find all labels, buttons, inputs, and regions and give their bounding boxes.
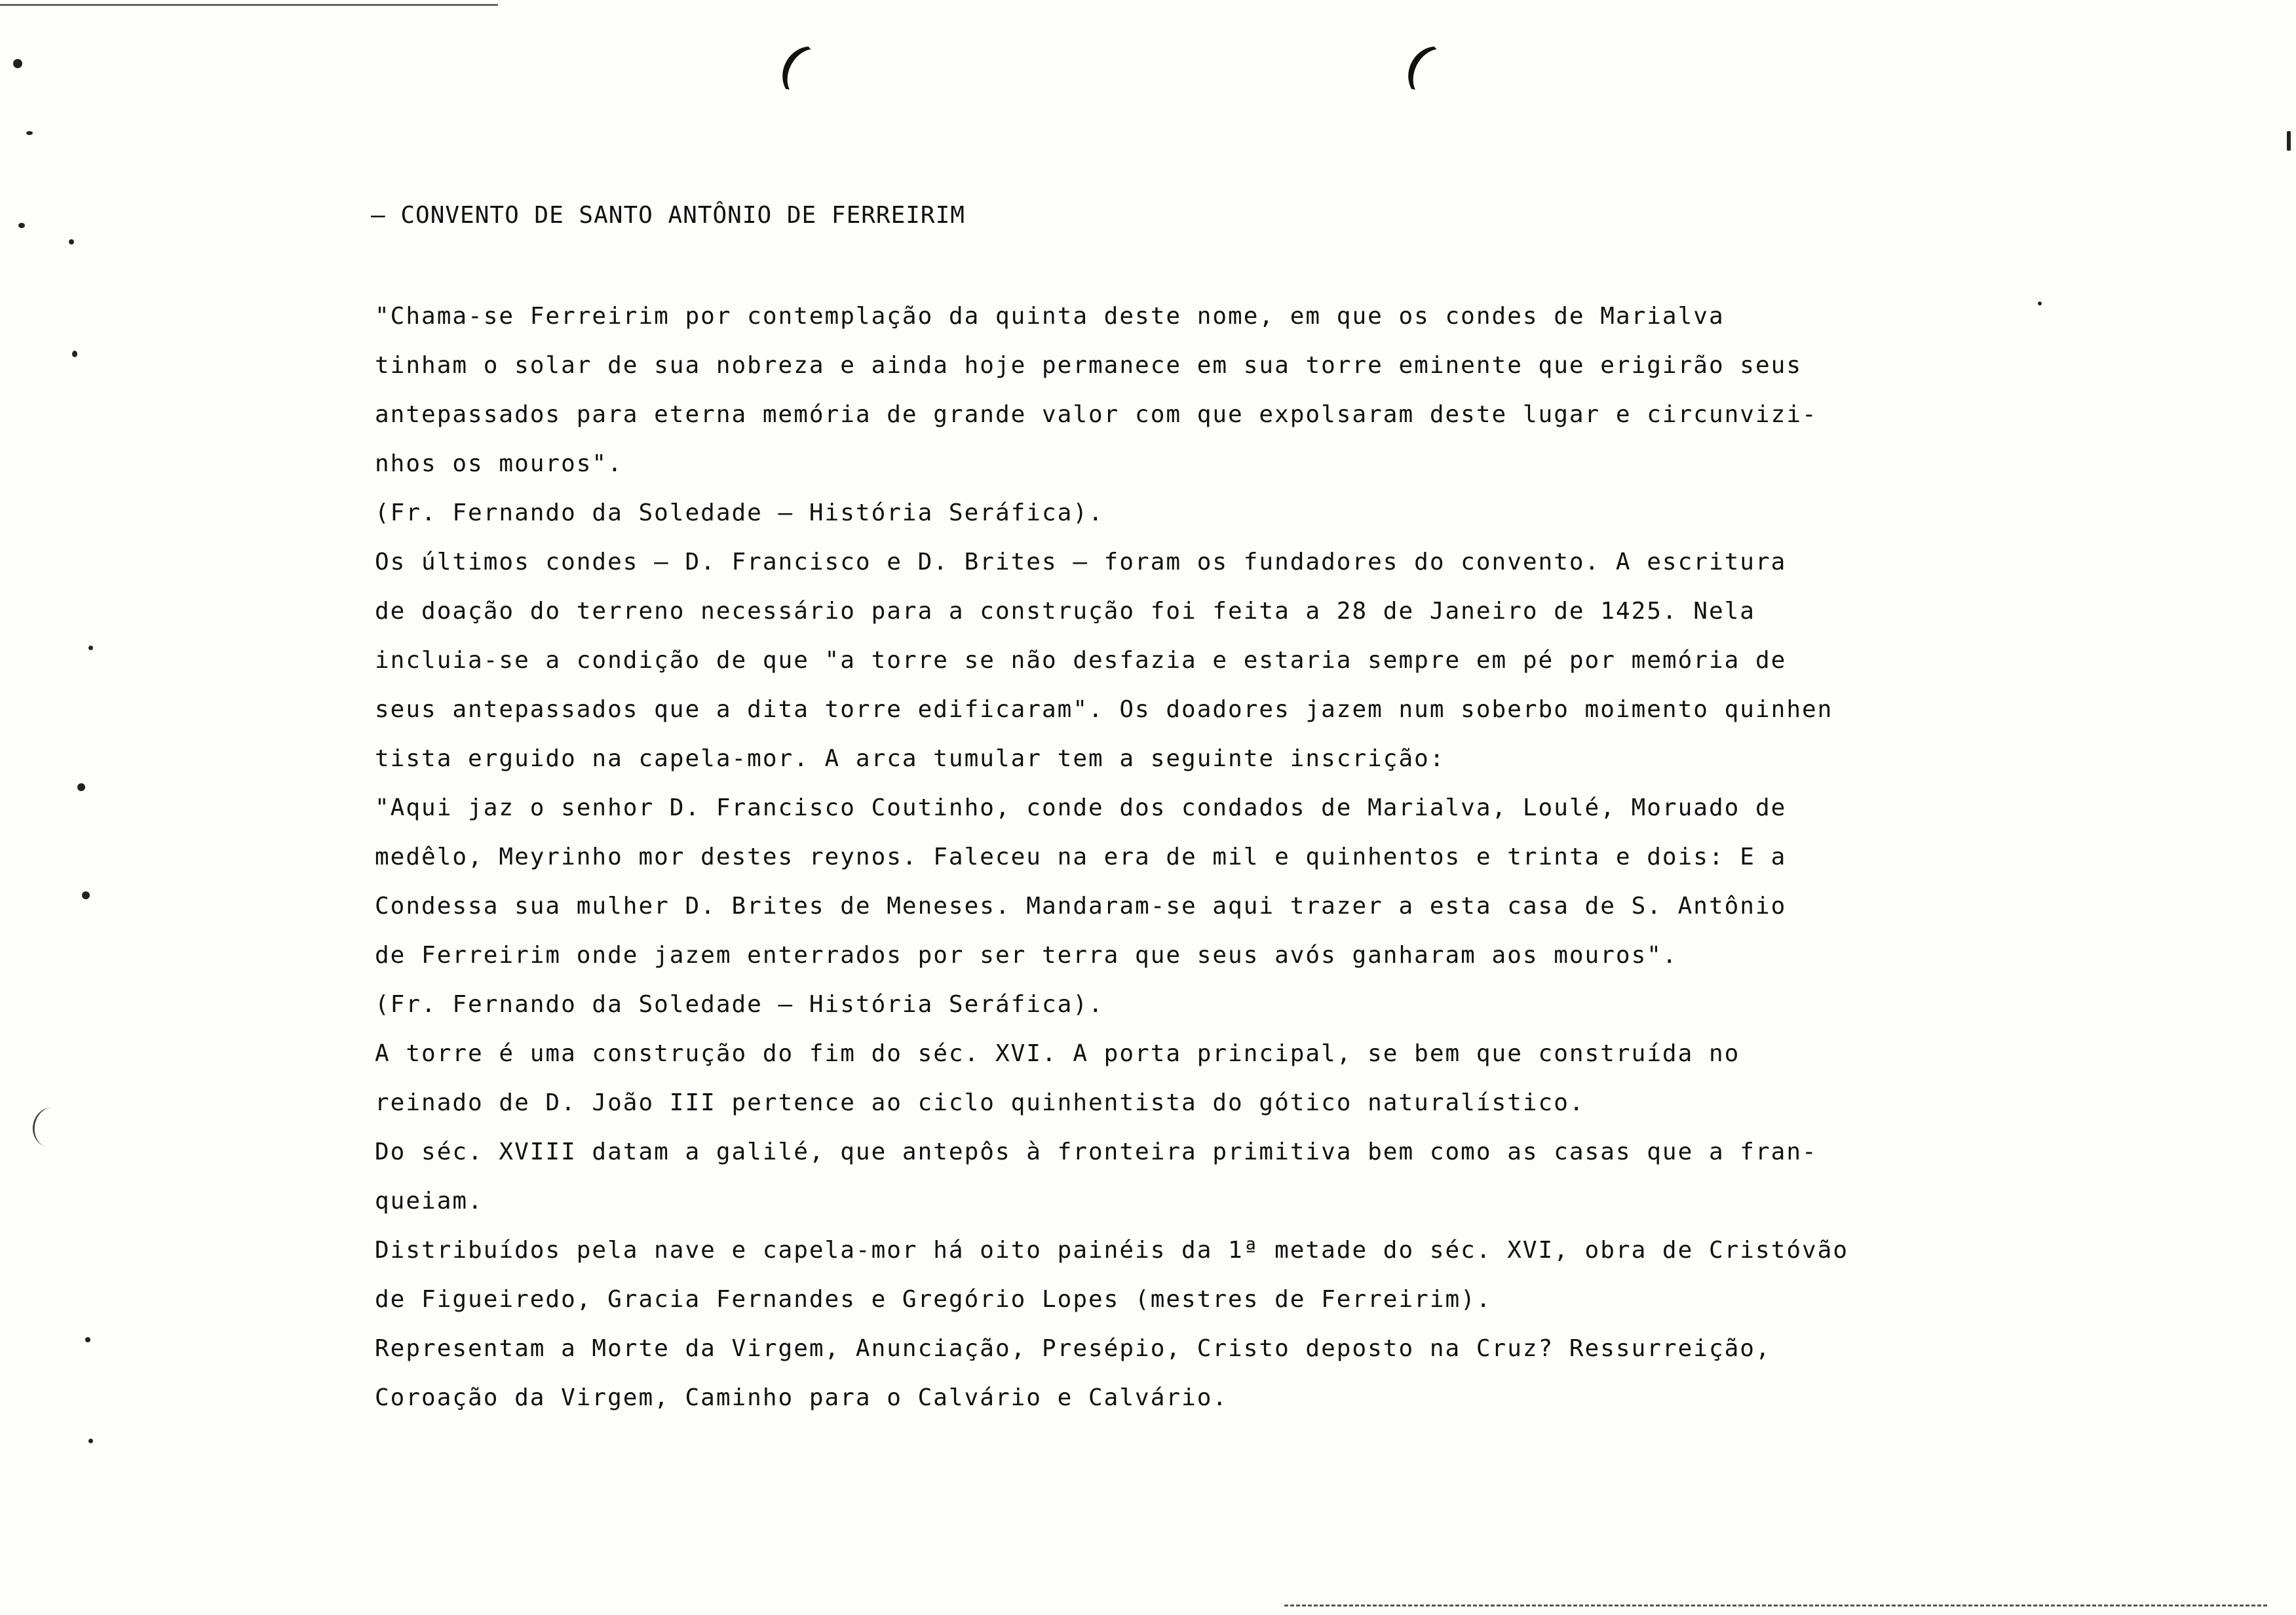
top-rule: [0, 4, 498, 6]
text-line: reinado de D. João III pertence ao ciclo quinhentista do gótico naturalístico.: [375, 1089, 1585, 1116]
inscription-line: de Ferreirim onde jazem enterrados por ser terra que seus avós ganharam aos mouros".: [375, 942, 1678, 969]
text-line: Do séc. XVIII datam a galilé, que antepôs à fronteira primitiva bem como as casas que a fran-: [375, 1138, 1818, 1165]
scan-speck: [2038, 302, 2042, 305]
text-line: Coroação da Virgem, Caminho para o Calvário e Calvário.: [375, 1384, 1229, 1411]
text-line: seus antepassados que a dita torre edificaram". Os doadores jazem num soberbo moimento quinhen: [375, 696, 1833, 723]
scan-speck: [13, 59, 22, 68]
text-line: antepassados para eterna memória de grande valor com que expolsaram deste lugar e circunvizi-: [375, 401, 1818, 428]
punch-hole-mark-left: [773, 37, 845, 111]
citation-line: (Fr. Fernando da Soledade – História Seráfica).: [375, 991, 1104, 1018]
citation-line: (Fr. Fernando da Soledade – História Seráfica).: [375, 499, 1104, 526]
scan-speck: [2287, 131, 2291, 151]
scan-speck: [88, 1439, 93, 1443]
inscription-line: medêlo, Meyrinho mor destes reynos. Faleceu na era de mil e quinhentos e trinta e dois: E a: [375, 844, 1787, 870]
inscription-line: "Aqui jaz o senhor D. Francisco Coutinho, conde dos condados de Marialva, Loulé, Moruado de: [375, 794, 1787, 821]
inscription-line: Condessa sua mulher D. Brites de Meneses. Mandaram-se aqui trazer a esta casa de S. Antônio: [375, 893, 1787, 920]
text-line: A torre é uma construção do fim do séc. XVI. A porta principal, se bem que construída no: [375, 1040, 1740, 1067]
scan-speck: [69, 239, 74, 244]
scan-speck: [18, 223, 25, 228]
scan-speck: [77, 783, 85, 791]
text-line: Os últimos condes – D. Francisco e D. Brites – foram os fundadores do convento. A escritura: [375, 549, 1787, 575]
scan-speck: [82, 891, 90, 899]
text-line: "Chama-se Ferreirim por contemplação da quinta deste nome, em que os condes de Marialva: [375, 303, 1725, 330]
scan-speck: [26, 131, 33, 135]
text-line: tinham o solar de sua nobreza e ainda hoje permanece em sua torre eminente que erigirão seus: [375, 352, 1802, 379]
document-title: – CONVENTO DE SANTO ANTÔNIO DE FERREIRIM: [371, 202, 965, 229]
text-line: Representam a Morte da Virgem, Anunciação, Presépio, Cristo deposto na Cruz? Ressurreição,: [375, 1335, 1771, 1362]
text-line: Distribuídos pela nave e capela-mor há oito painéis da 1ª metade do séc. XVI, obra de Cristóvão: [375, 1237, 1849, 1264]
document-body: [375, 292, 1947, 1422]
text-line: de doação do terreno necessário para a construção foi feita a 28 de Janeiro de 1425. Nela: [375, 598, 1755, 625]
text-line: queiam.: [375, 1188, 484, 1215]
text-line: de Figueiredo, Gracia Fernandes e Gregório Lopes (mestres de Ferreirim).: [375, 1286, 1492, 1313]
punch-hole-mark-right: [1398, 37, 1470, 111]
scan-speck: [72, 351, 77, 357]
bottom-rule: [1284, 1605, 2267, 1606]
text-line: nhos os mouros".: [375, 450, 623, 477]
text-line: tista erguido na capela-mor. A arca tumular tem a seguinte inscrição:: [375, 745, 1445, 772]
scan-speck: [88, 646, 93, 650]
margin-smudge: [29, 1105, 71, 1150]
text-line: incluia-se a condição de que "a torre se não desfazia e estaria sempre em pé por memória de: [375, 647, 1787, 674]
scan-speck: [85, 1337, 90, 1342]
